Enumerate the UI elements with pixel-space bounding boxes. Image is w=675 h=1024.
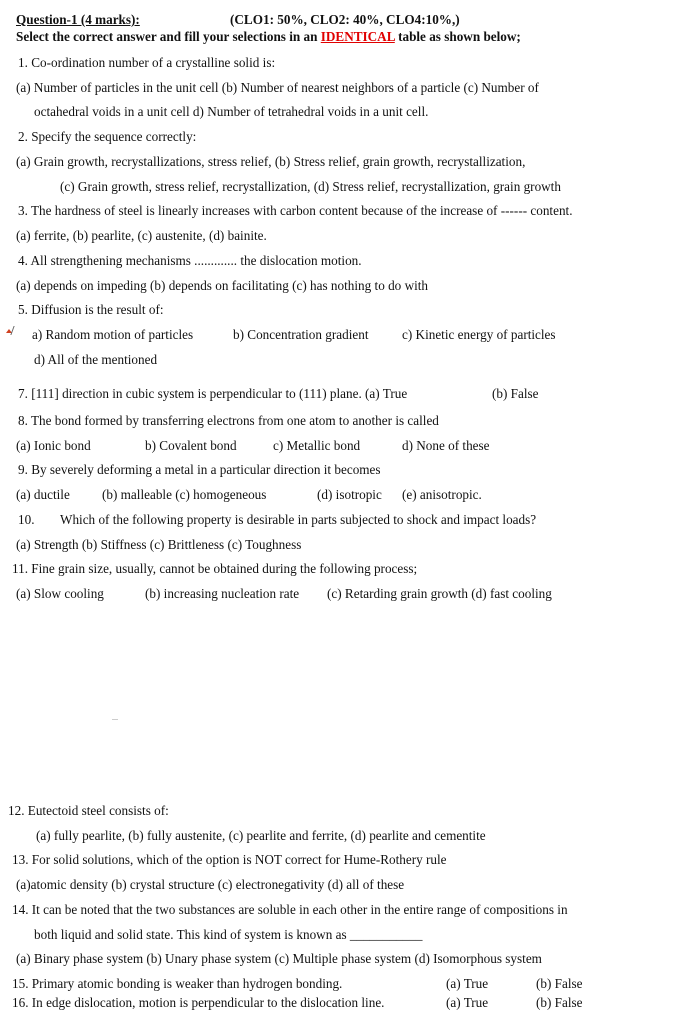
q11-option-cd: (c) Retarding grain growth (d) fast cooling <box>327 586 552 601</box>
q8-stem: 8. The bond formed by transferring electrons from one atom to another is called <box>18 413 439 428</box>
instruction-post: table as shown below; <box>394 29 521 44</box>
q9-option-a: (a) ductile <box>16 487 70 502</box>
q8-option-b: b) Covalent bond <box>145 438 237 453</box>
q16-option-b: (b) False <box>536 995 583 1010</box>
q1-stem: 1. Co-ordination number of a crystalline solid is: <box>18 55 276 70</box>
q5-option-b: b) Concentration gradient <box>233 327 369 342</box>
q15-option-b: (b) False <box>536 976 583 991</box>
q9-option-bc: (b) malleable (c) homogeneous <box>102 487 267 502</box>
q2-options-line1: (a) Grain growth, recrystallizations, stress relief, (b) Stress relief, grain growth, recrystallization, <box>16 154 526 169</box>
q12-stem: 12. Eutectoid steel consists of: <box>8 803 169 818</box>
q7-option-b: (b) False <box>492 386 539 401</box>
q14-stem-line1: 14. It can be noted that the two substances are soluble in each other in the entire range of compositions in <box>12 902 568 917</box>
q9-option-d: (d) isotropic <box>317 487 382 502</box>
q11-stem: 11. Fine grain size, usually, cannot be obtained during the following process; <box>12 561 418 576</box>
q13-options: (a)atomic density (b) crystal structure (c) electronegativity (d) all of these <box>16 877 405 892</box>
q2-stem: 2. Specify the sequence correctly: <box>18 129 197 144</box>
q5-stem: 5. Diffusion is the result of: <box>18 302 164 317</box>
clo-weights: (CLO1: 50%, CLO2: 40%, CLO4:10%,) <box>230 12 460 27</box>
q8-option-d: d) None of these <box>402 438 490 453</box>
q5-option-d: d) All of the mentioned <box>34 352 158 367</box>
q15-option-a: (a) True <box>446 976 489 991</box>
q3-options: (a) ferrite, (b) pearlite, (c) austenite, (d) bainite. <box>16 228 267 243</box>
q11-option-a: (a) Slow cooling <box>16 586 104 601</box>
q12-options: (a) fully pearlite, (b) fully austenite, (c) pearlite and ferrite, (d) pearlite and cementite <box>36 828 486 843</box>
q16-option-a: (a) True <box>446 995 489 1010</box>
q10-options: (a) Strength (b) Stiffness (c) Brittleness (c) Toughness <box>16 537 302 552</box>
q14-options: (a) Binary phase system (b) Unary phase system (c) Multiple phase system (d) Isomorphous system <box>16 951 542 966</box>
q8-option-a: (a) Ionic bond <box>16 438 91 453</box>
instruction-highlight: IDENTICAL <box>320 29 395 44</box>
q16-stem: 16. In edge dislocation, motion is perpendicular to the dislocation line. <box>12 995 385 1010</box>
q2-options-line2: (c) Grain growth, stress relief, recrystallization, (d) Stress relief, recrystallization, grain growth <box>60 179 561 194</box>
q10-number: 10. <box>18 512 35 527</box>
q7-stem: 7. [111] direction in cubic system is perpendicular to (111) plane. (a) True <box>18 386 408 401</box>
q4-options: (a) depends on impeding (b) depends on facilitating (c) has nothing to do with <box>16 278 429 293</box>
q14-stem-line2: both liquid and solid state. This kind of system is known as ___________ <box>34 927 423 942</box>
q8-option-c: c) Metallic bond <box>273 438 361 453</box>
question-title: Question-1 (4 marks): <box>16 12 140 27</box>
q9-stem: 9. By severely deforming a metal in a particular direction it becomes <box>18 462 381 477</box>
instruction-pre: Select the correct answer and fill your selections in an <box>16 29 321 44</box>
q5-option-a: a) Random motion of particles <box>32 327 194 342</box>
q9-option-e: (e) anisotropic. <box>402 487 482 502</box>
q5-option-c: c) Kinetic energy of particles <box>402 327 556 342</box>
q1-options-line2: octahedral voids in a unit cell d) Number of tetrahedral voids in a unit cell. <box>34 104 429 119</box>
stray-mark <box>112 719 118 720</box>
q1-options-line1: (a) Number of particles in the unit cell (b) Number of nearest neighbors of a particle (c) Number of <box>16 80 539 95</box>
q10-stem: Which of the following property is desirable in parts subjected to shock and impact loads? <box>60 512 537 527</box>
q15-stem: 15. Primary atomic bonding is weaker than hydrogen bonding. <box>12 976 343 991</box>
q13-stem: 13. For solid solutions, which of the option is NOT correct for Hume-Rothery rule <box>12 852 447 867</box>
q11-option-b: (b) increasing nucleation rate <box>145 586 300 601</box>
q4-stem: 4. All strengthening mechanisms ............. the dislocation motion. <box>18 253 362 268</box>
instruction <box>16 29 521 45</box>
q3-stem: 3. The hardness of steel is linearly increases with carbon content because of the increase of ------ content. <box>18 203 573 218</box>
